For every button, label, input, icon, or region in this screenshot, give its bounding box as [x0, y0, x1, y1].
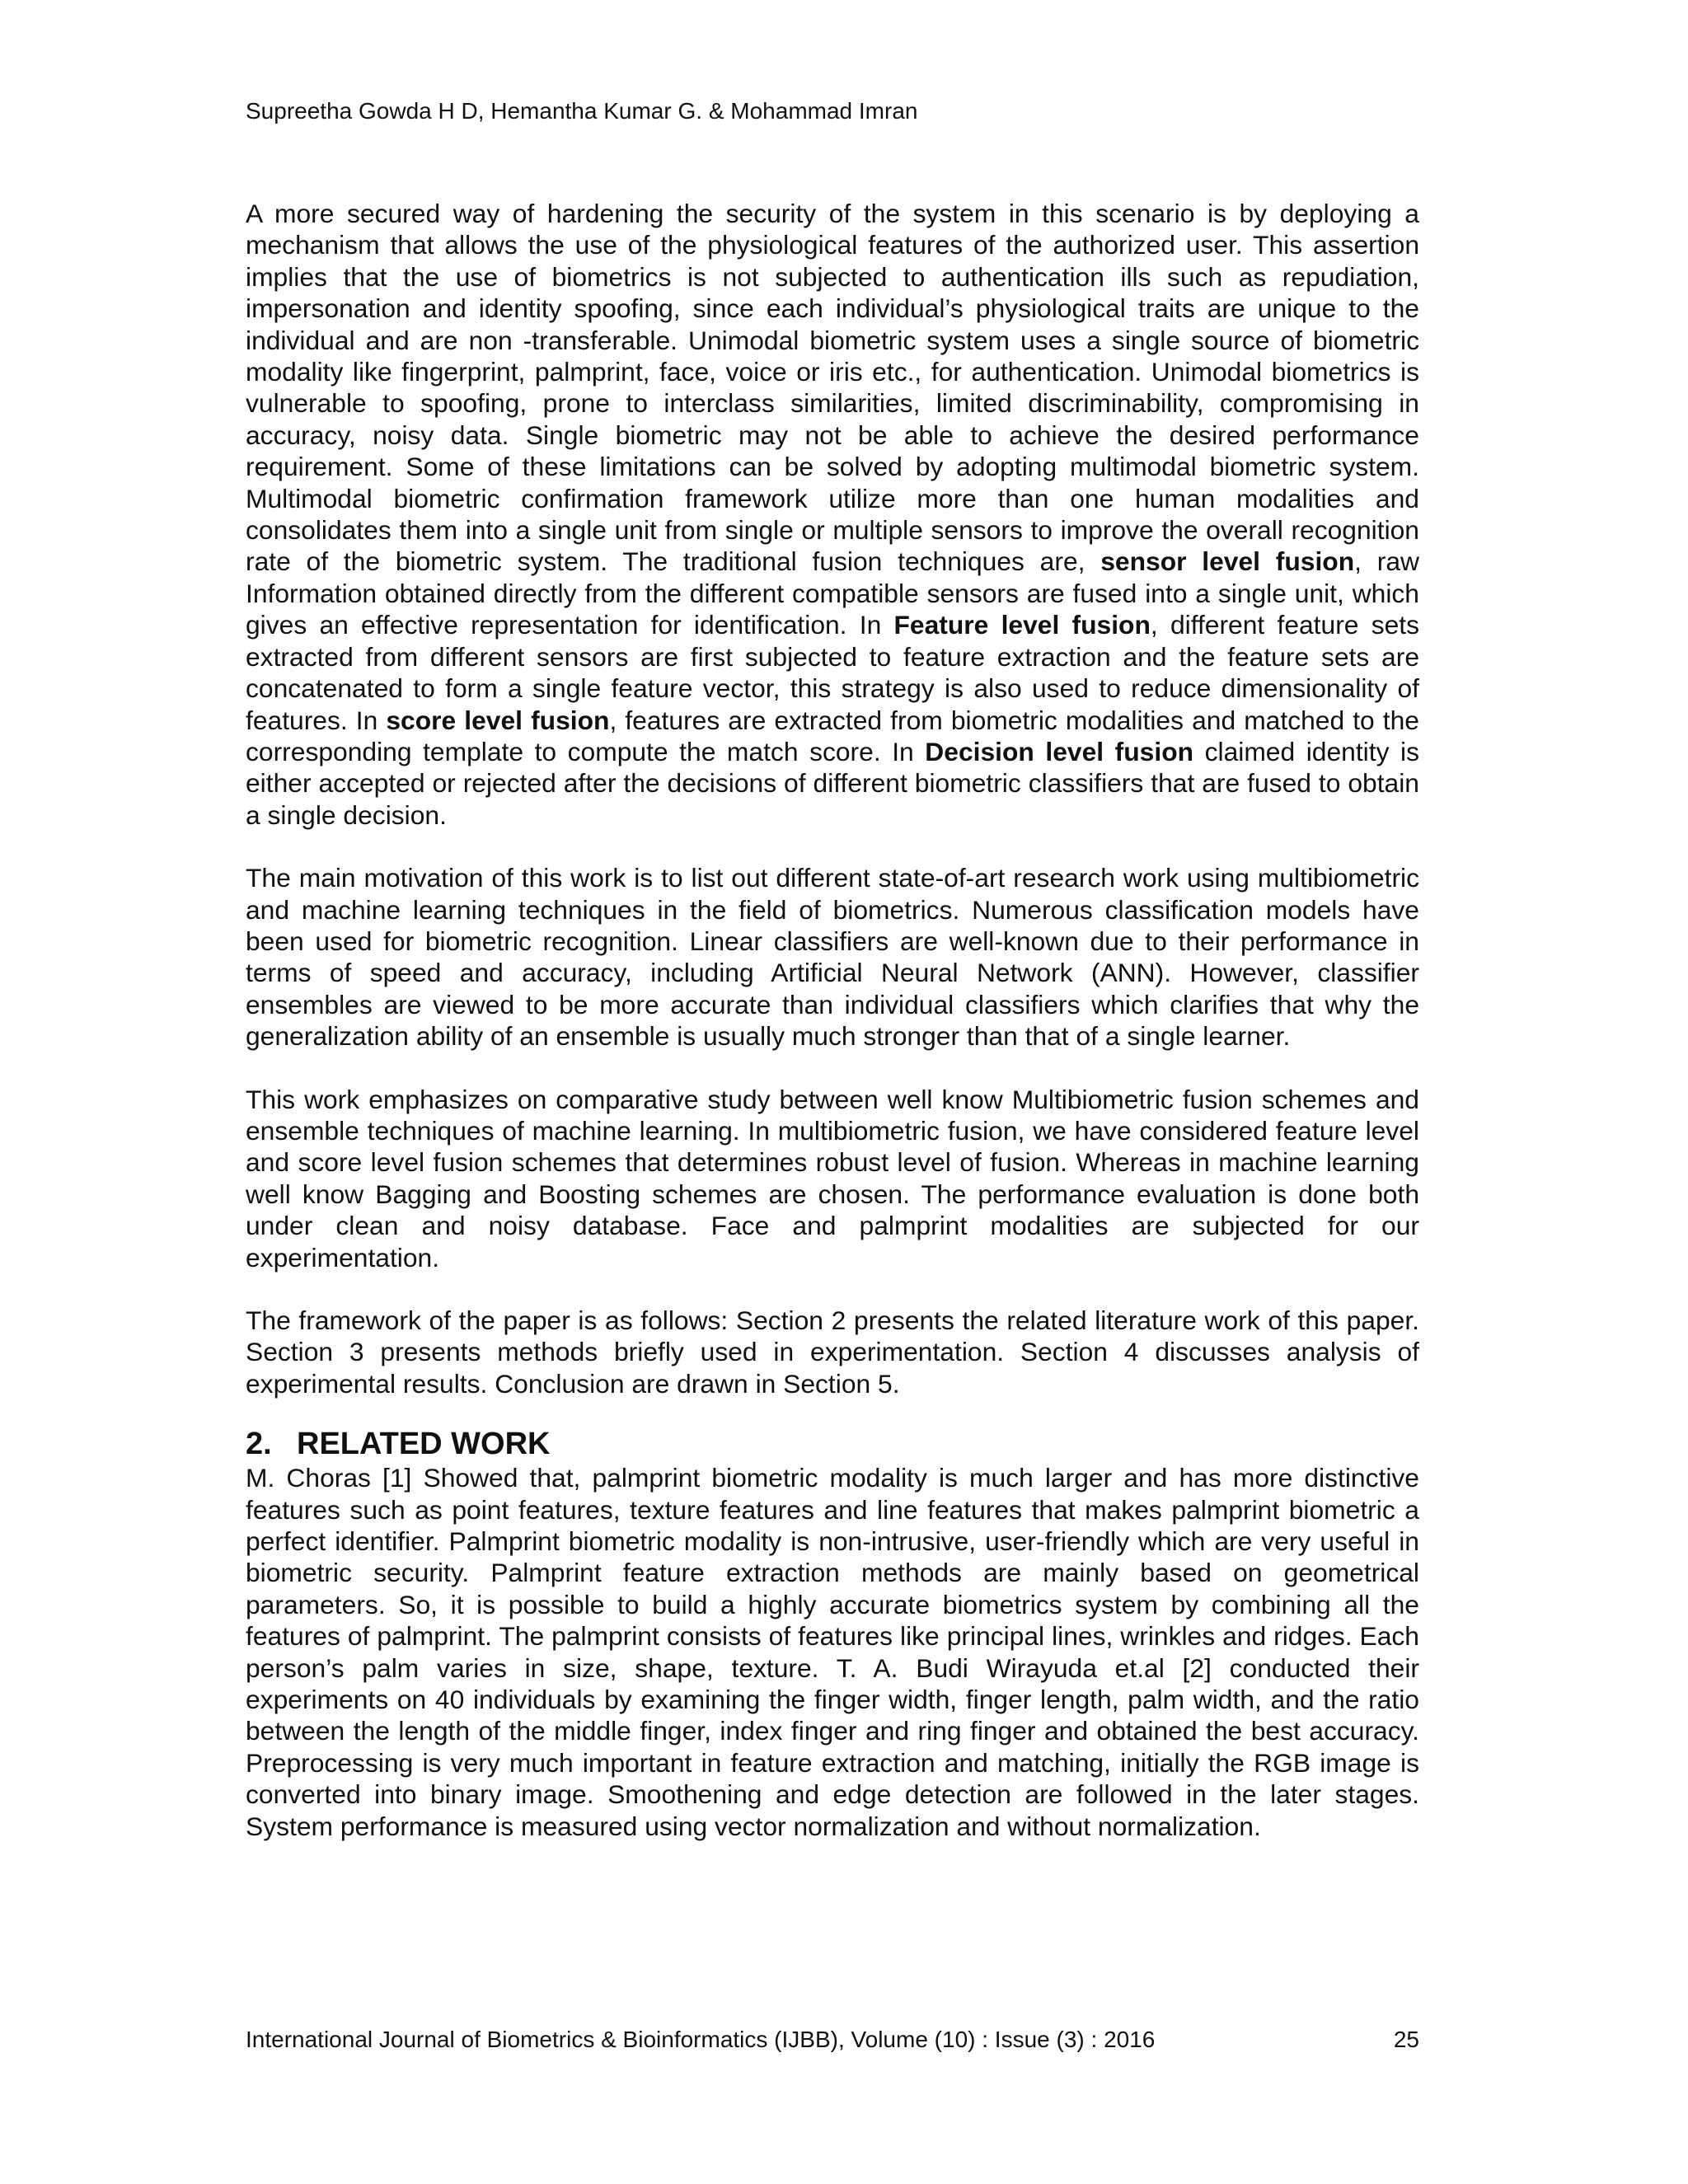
term-score-level-fusion: score level fusion	[386, 705, 610, 735]
term-sensor-level-fusion: sensor level fusion	[1100, 546, 1355, 577]
page-body	[246, 198, 1419, 1842]
paragraph-text: , raw Information obtained directly from the different compatible sensors are fused into a single unit, which gives an effective representation for identification. In	[246, 546, 1419, 640]
section-title: RELATED WORK	[297, 1427, 551, 1462]
paragraph-text: A more secured way of hardening the security of the system in this scenario is by deploying a mechanism that allows the use of the physiological features of the authorized user. This assertion implies that the use of biometrics is not subjected to authentication ills such as repudiation, impersonation and identity spoofing, since each individual’s physiological traits are unique to the individual and are non -transferable. Unimodal biometric system uses a single source of biometric modality like fingerprint, palmprint, face, voice or iris etc., for authentication. Unimodal biometrics is vulnerable to spoofing, prone to interclass similarities, limited discriminability, compromising in accuracy, noisy data. Single biometric may not be able to achieve the desired performance requirement. Some of these limitations can be solved by adopting multimodal biometric system. Multimodal biometric confirmation framework utilize more than one human modalities and consolidates them into a single unit from single or multiple sensors to improve the overall recognition rate of the biometric system. The traditional fusion techniques are,	[246, 199, 1419, 577]
paragraph-text: claimed identity is either accepted or rejected after the decisions of different biometric classifiers that are fused to obtain a single decision.	[246, 736, 1419, 830]
body-paragraph-paper-framework: The framework of the paper is as follows: Section 2 presents the related literature work of this paper. Section 3 presents methods briefly used in experimentation. Section 4 discusses analysis of experimental results. Conclusion are drawn in Section 5.	[246, 1305, 1419, 1399]
body-paragraph-fusion-techniques	[246, 198, 1419, 831]
related-work-paragraph: M. Choras [1] Showed that, palmprint biometric modality is much larger and has more distinctive features such as point features, texture features and line features that makes palmprint biometric a perfect identifier. Palmprint biometric modality is non-intrusive, user-friendly which are very useful in biometric security. Palmprint feature extraction methods are mainly based on geometrical parameters. So, it is possible to build a highly accurate biometrics system by combining all the features of palmprint. The palmprint consists of features like principal lines, wrinkles and ridges. Each person’s palm varies in size, shape, texture. T. A. Budi Wirayuda et.al [2] conducted their experiments on 40 individuals by examining the finger width, finger length, palm width, and the ratio between the length of the middle finger, index finger and ring finger and obtained the best accuracy. Preprocessing is very much important in feature extraction and matching, initially the RGB image is converted into binary image. Smoothening and edge detection are followed in the later stages. System performance is measured using vector normalization and without normalization.	[246, 1463, 1419, 1841]
section-number: 2.	[246, 1427, 272, 1462]
paragraph-text: , features are extracted from biometric modalities and matched to the corresponding template to compute the match score. In	[246, 705, 1419, 766]
paragraph-text: , different feature sets extracted from different sensors are first subjected to feature extraction and the feature sets are concatenated to form a single feature vector, this strategy is also used to reduce dimensionality of features. In	[246, 610, 1420, 735]
footer-journal-citation: International Journal of Biometrics & Bioinformatics (IJBB), Volume (10) : Issue (3) : 2016	[246, 2027, 1156, 2052]
body-paragraph-comparative-study: This work emphasizes on comparative study between well know Multibiometric fusion schemes and ensemble techniques of machine learning. In multibiometric fusion, we have considered feature level and score level fusion schemes that determines robust level of fusion. Whereas in machine learning well know Bagging and Boosting schemes are chosen. The performance evaluation is done both under clean and noisy database. Face and palmprint modalities are subjected for our experimentation.	[246, 1084, 1419, 1272]
section-heading-related-work	[246, 1426, 1419, 1462]
body-paragraph-motivation: The main motivation of this work is to list out different state-of-art research work using multibiometric and machine learning techniques in the field of biometrics. Numerous classification models have been used for biometric recognition. Linear classifiers are well-known due to their performance in terms of speed and accuracy, including Artificial Neural Network (ANN). However, classifier ensembles are viewed to be more accurate than individual classifiers which clarifies that why the generalization ability of an ensemble is usually much stronger than that of a single learner.	[246, 863, 1419, 1052]
term-feature-level-fusion: Feature level fusion	[893, 610, 1151, 640]
footer-page-number: 25	[1393, 2027, 1419, 2052]
running-header-authors: Supreetha Gowda H D, Hemantha Kumar G. & Mohammad Imran	[246, 98, 918, 124]
term-decision-level-fusion: Decision level fusion	[925, 736, 1194, 766]
